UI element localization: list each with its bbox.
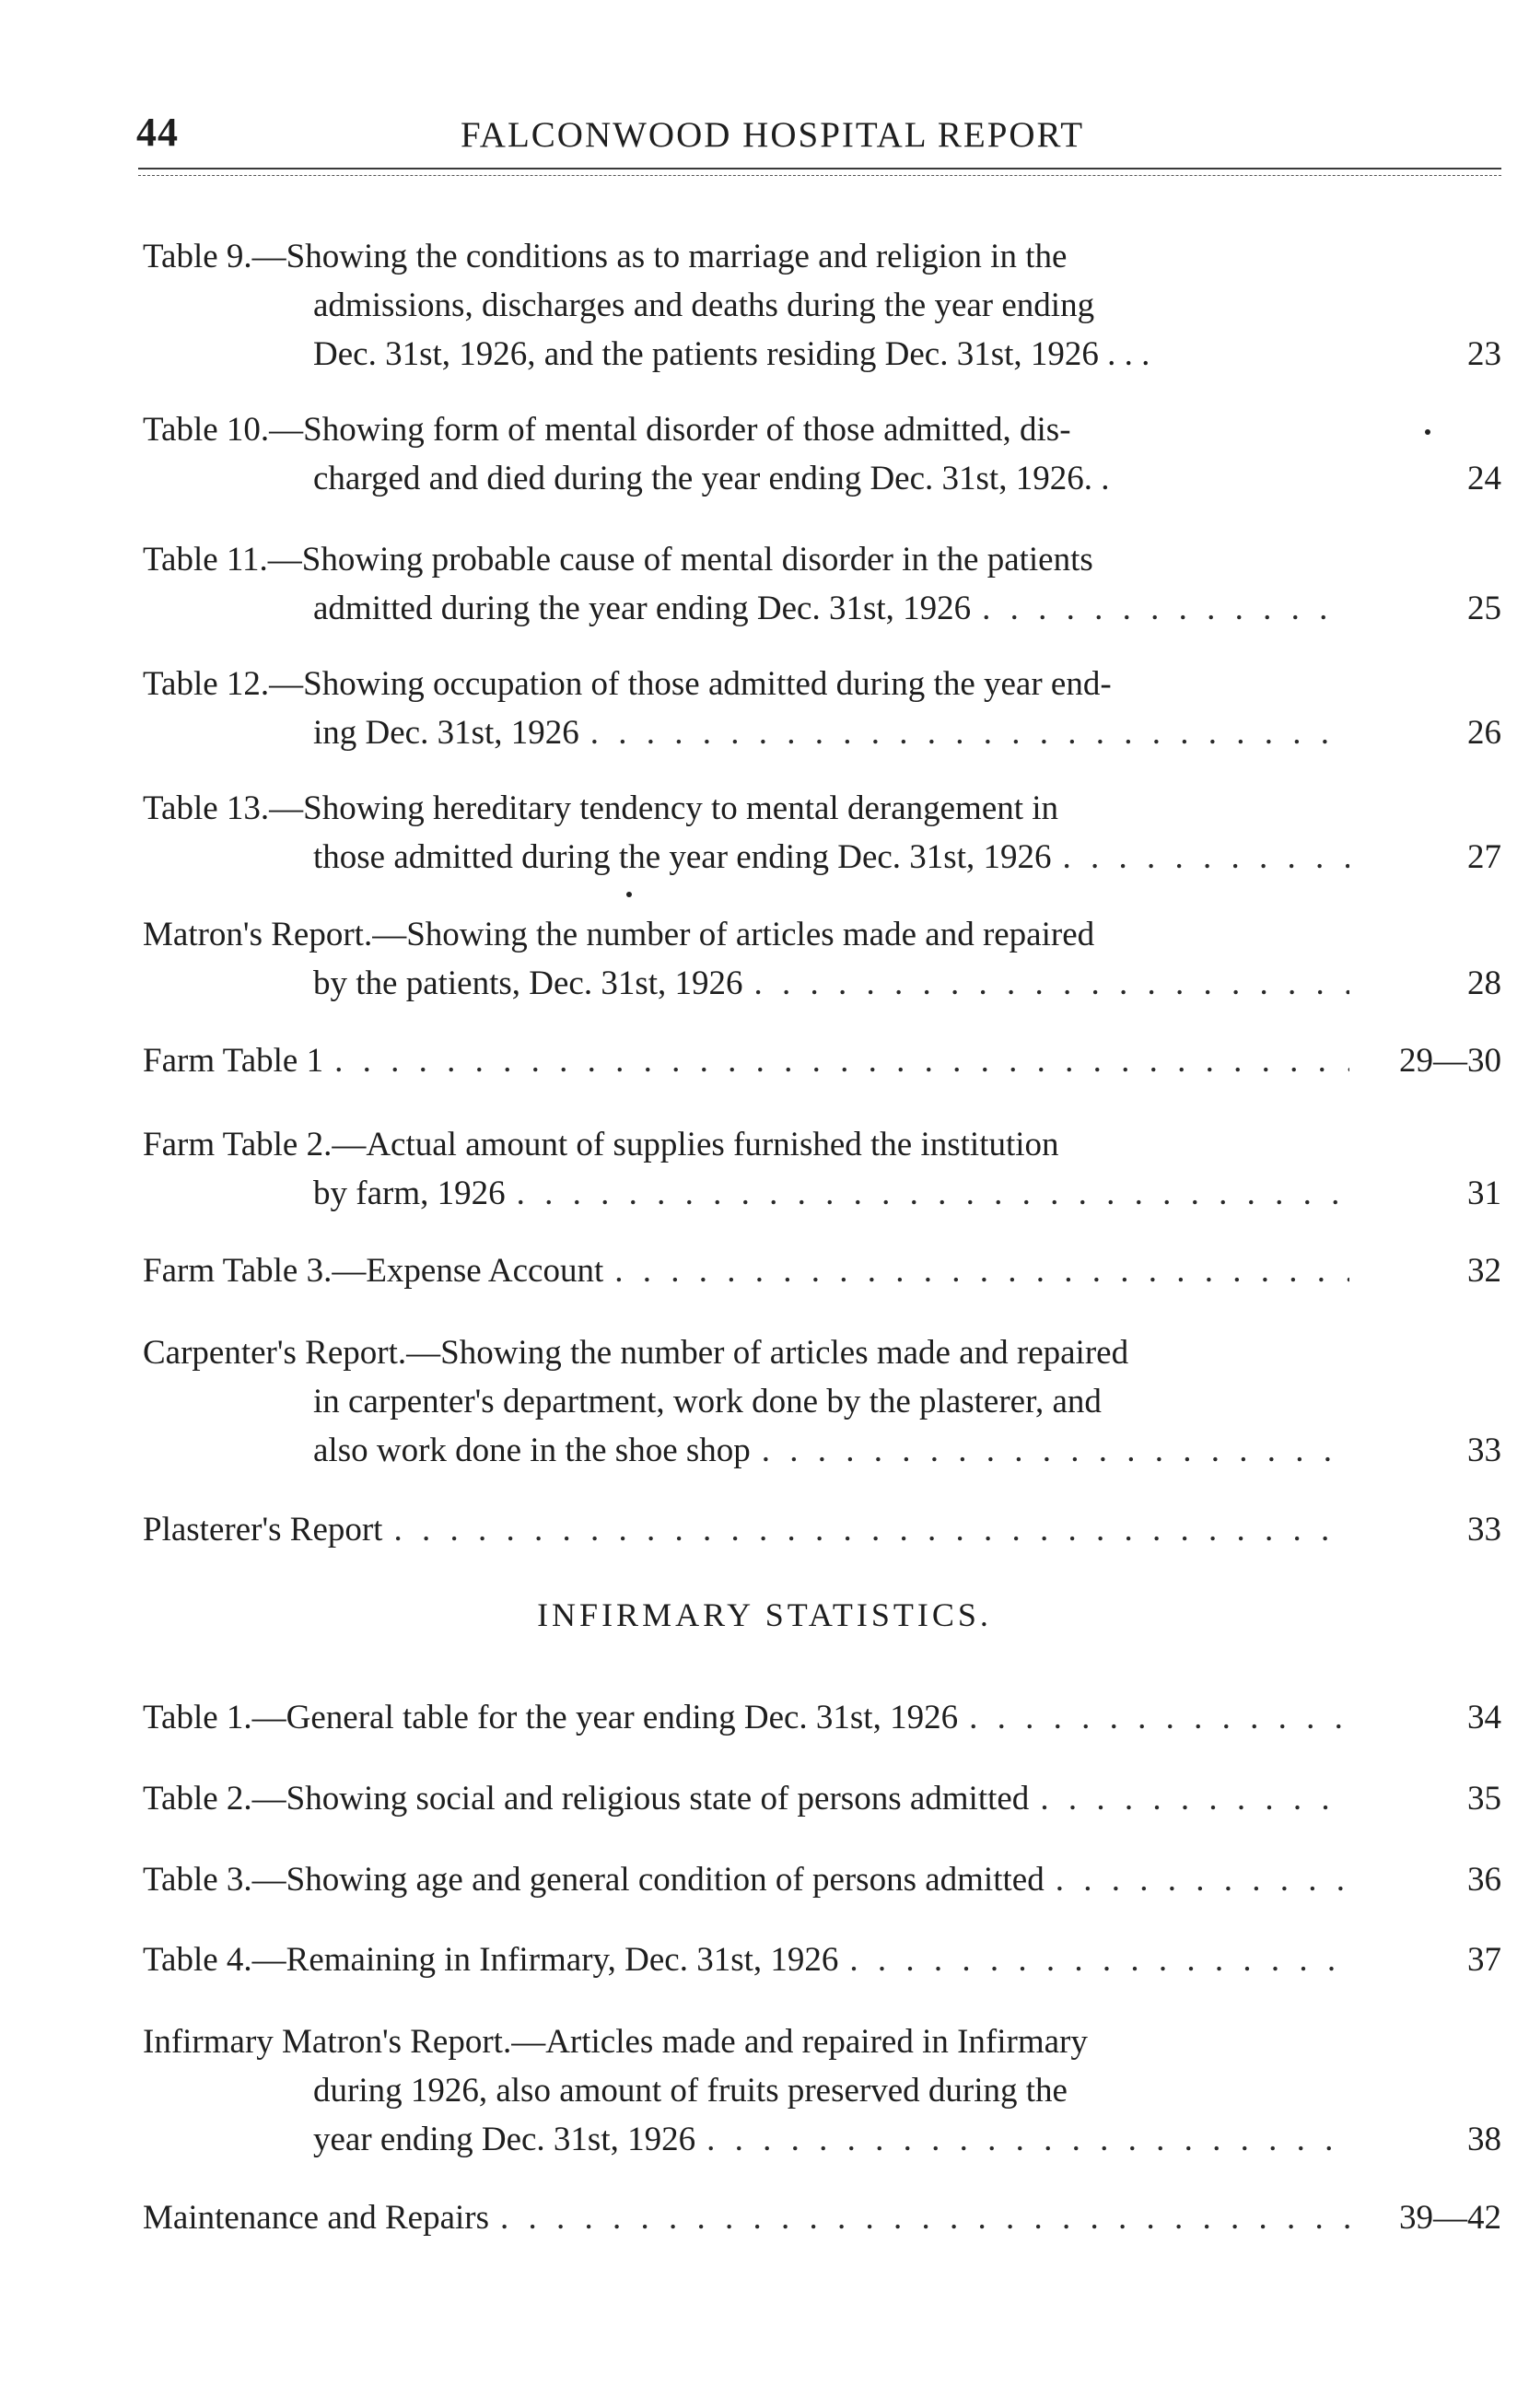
entry-page-number: 31: [1467, 1175, 1501, 1212]
entry-line-leader: [143, 708, 1349, 757]
dot-leader: [614, 1246, 1349, 1295]
dot-leader: [754, 959, 1349, 1008]
dot-leader: [1062, 833, 1349, 882]
entry-page-number: 32: [1467, 1252, 1501, 1290]
dot-leader: [982, 584, 1349, 633]
contents-entry-plasterers-report: [143, 1505, 1349, 1554]
entry-line-leader: [143, 833, 1349, 882]
contents-entry-farm-table-3: [143, 1246, 1349, 1295]
entry-line: admissions, discharges and deaths during the year ending: [313, 286, 1095, 324]
entry-line: charged and died during the year ending Dec. 31st, 1926. .: [313, 460, 1110, 497]
entry-page-number: 25: [1467, 590, 1501, 627]
entry-line-leader: [143, 584, 1349, 633]
entry-line: Table 13.—Showing hereditary tendency to mental derangement in: [143, 789, 1059, 827]
entry-line: Carpenter's Report.—Showing the number of articles made and repaired: [143, 1334, 1129, 1372]
contents-entry-infirmary-table-2: [143, 1774, 1349, 1823]
dot-leader: [969, 1693, 1349, 1742]
entry-line: Matron's Report.—Showing the number of articles made and repaired: [143, 916, 1095, 953]
entry-line: Table 12.—Showing occupation of those admitted during the year end-: [143, 665, 1112, 703]
entry-page-number: 34: [1467, 1699, 1501, 1736]
entry-line-leader: [143, 1774, 1349, 1823]
entry-line: year ending Dec. 31st, 1926: [313, 2121, 696, 2158]
running-head: FALCONWOOD HOSPITAL REPORT: [461, 115, 1085, 155]
entry-page-number: 33: [1467, 1511, 1501, 1549]
entry-line: Farm Table 2.—Actual amount of supplies furnished the institution: [143, 1126, 1059, 1163]
entry-line: Table 9.—Showing the conditions as to marriage and religion in the: [143, 238, 1068, 275]
page-header: [136, 109, 1504, 164]
entry-line-leader: [143, 959, 1349, 1008]
dot-leader: [334, 1036, 1349, 1085]
entry-line: Table 11.—Showing probable cause of mental disorder in the patients: [143, 541, 1093, 579]
entry-page-number: 37: [1467, 1941, 1501, 1979]
entry-line: admitted during the year ending Dec. 31st, 1926: [313, 590, 972, 627]
entry-line-leader: [143, 1505, 1349, 1554]
dot-leader: [500, 2193, 1349, 2242]
contents-entry-carpenters-report: [143, 1328, 1349, 1475]
entry-line: Table 1.—General table for the year ending Dec. 31st, 1926: [143, 1699, 959, 1736]
entry-line: ing Dec. 31st, 1926: [313, 714, 579, 752]
entry-line-leader: [143, 1935, 1349, 1984]
entry-line: Maintenance and Repairs: [143, 2199, 490, 2237]
header-rule: [138, 168, 1501, 169]
contents-entry-table-9: [143, 232, 1349, 379]
entry-page-number: 28: [1467, 964, 1501, 1002]
entry-line: Table 4.—Remaining in Infirmary, Dec. 31st, 1926: [143, 1941, 839, 1979]
contents-entry-table-10: [143, 405, 1349, 503]
entry-page-number: 38: [1467, 2121, 1501, 2158]
page-number: 44: [136, 110, 179, 155]
contents-entry-table-12: [143, 660, 1349, 757]
contents-entry-matrons-report: [143, 910, 1349, 1008]
entry-line: Table 2.—Showing social and religious state of persons admitted: [143, 1780, 1030, 1818]
entry-line: Farm Table 3.—Expense Account: [143, 1252, 604, 1290]
dot-leader: [849, 1935, 1349, 1984]
entry-line: Table 3.—Showing age and general condition of persons admitted: [143, 1861, 1045, 1899]
entry-line-leader: [143, 1036, 1349, 1085]
entry-page-number: 33: [1467, 1432, 1501, 1469]
entry-line-leader: [143, 2115, 1349, 2164]
dot-mark: [626, 892, 632, 897]
margin-dot-mark: [1425, 429, 1430, 435]
dot-leader: [517, 1169, 1349, 1218]
dot-leader: [590, 708, 1349, 757]
entry-line: Farm Table 1: [143, 1042, 324, 1080]
entry-line: by the patients, Dec. 31st, 1926: [313, 964, 743, 1002]
contents-entry-farm-table-2: [143, 1120, 1349, 1218]
contents-entry-infirmary-matrons-report: [143, 2017, 1349, 2164]
section-heading: INFIRMARY STATISTICS.: [537, 1596, 992, 1633]
contents-entry-infirmary-table-1: [143, 1693, 1349, 1742]
contents-entry-maintenance-and-repairs: [143, 2193, 1349, 2242]
entry-line: by farm, 1926: [313, 1175, 506, 1212]
entry-line-leader: [143, 1693, 1349, 1742]
contents-entry-table-11: [143, 535, 1349, 633]
contents-entry-farm-table-1: [143, 1036, 1349, 1085]
entry-line: also work done in the shoe shop: [313, 1432, 751, 1469]
contents-entry-infirmary-table-3: [143, 1855, 1349, 1904]
dot-leader: [393, 1505, 1349, 1554]
entry-page-number: 29—30: [1399, 1042, 1501, 1080]
entry-page-number: 23: [1467, 335, 1501, 373]
entry-line: Plasterer's Report: [143, 1511, 383, 1549]
entry-line: those admitted during the year ending Dec. 31st, 1926: [313, 838, 1052, 876]
contents-entry-table-13: [143, 784, 1349, 882]
entry-line-leader: [143, 1855, 1349, 1904]
entry-page-number: 27: [1467, 838, 1501, 876]
entry-line: in carpenter's department, work done by the plasterer, and: [313, 1383, 1102, 1420]
entry-page-number: 35: [1467, 1780, 1501, 1818]
dot-leader: [1056, 1855, 1349, 1904]
entry-line-leader: [143, 1426, 1349, 1475]
entry-page-number: 39—42: [1399, 2199, 1501, 2237]
header-rule-secondary: [138, 175, 1501, 176]
entry-page-number: 26: [1467, 714, 1501, 752]
entry-line-leader: [143, 2193, 1349, 2242]
contents-entry-infirmary-table-4: [143, 1935, 1349, 1984]
entry-line: Table 10.—Showing form of mental disorder of those admitted, dis-: [143, 411, 1071, 449]
entry-page-number: 36: [1467, 1861, 1501, 1899]
dot-leader: [762, 1426, 1349, 1475]
entry-page-number: 24: [1467, 460, 1501, 497]
dot-leader: [706, 2115, 1349, 2164]
entry-line-leader: [143, 1169, 1349, 1218]
entry-line: Infirmary Matron's Report.—Articles made and repaired in Infirmary: [143, 2023, 1088, 2061]
dot-leader: [1040, 1774, 1349, 1823]
entry-line-leader: [143, 1246, 1349, 1295]
entry-line: during 1926, also amount of fruits preserved during the: [313, 2072, 1068, 2110]
entry-line: Dec. 31st, 1926, and the patients residing Dec. 31st, 1926 . . .: [313, 335, 1150, 373]
